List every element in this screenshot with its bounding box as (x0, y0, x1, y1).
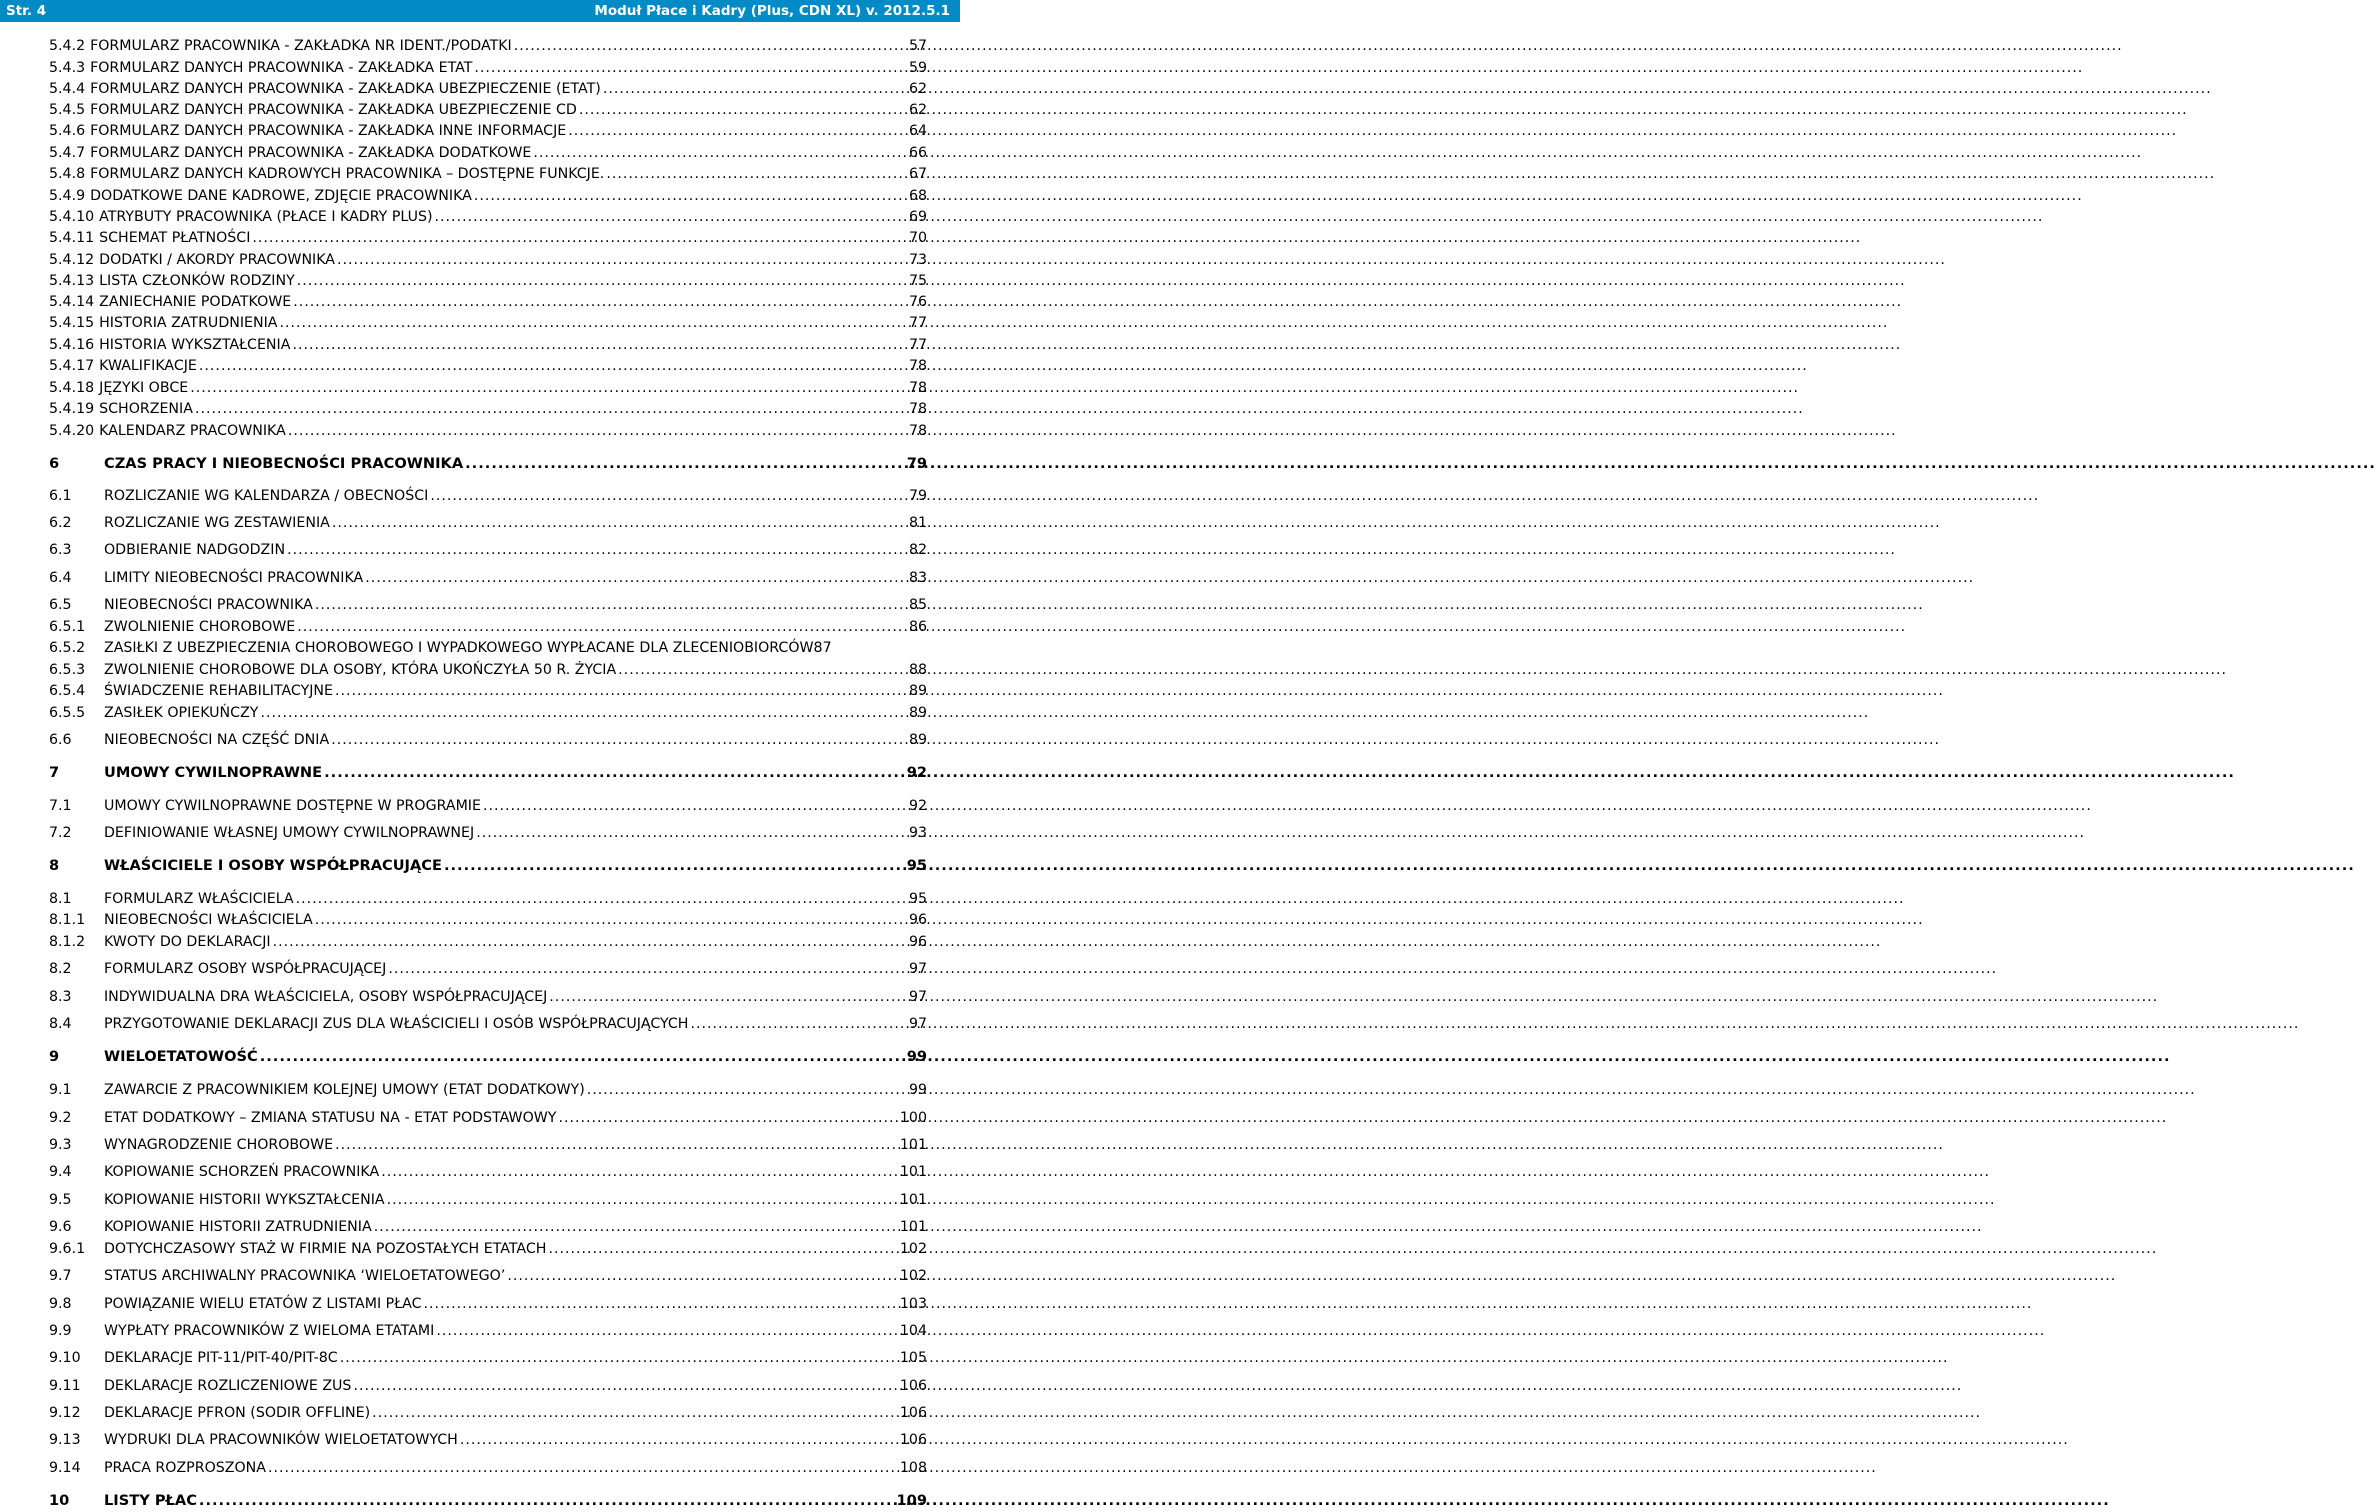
toc-dot-leader (533, 143, 907, 163)
toc-entry-title: ZWOLNIENIE CHOROBOWE (104, 619, 296, 635)
toc-entry-title: KOPIOWANIE HISTORII ZATRUDNIENIA (104, 1219, 372, 1235)
toc-entry[interactable] (49, 1294, 927, 1314)
toc-entry-title: FORMULARZ OSOBY WSPÓŁPRACUJĄCEJ (104, 961, 387, 977)
toc-entry-page: 93 (908, 825, 927, 841)
toc-entry-title: WYNAGRODZENIE CHOROBOWE (104, 1137, 334, 1153)
toc-entry-number: 5.4.10 (49, 209, 95, 225)
document-title: Moduł Płace i Kadry (Plus, CDN XL) v. 2012.5.1 (594, 3, 950, 19)
toc-entry-title: ŚWIADCZENIE REHABILITACYJNE (104, 683, 334, 699)
toc-entry-title: STATUS ARCHIWALNY PRACOWNIKA ‘WIELOETATOWEGO’ (104, 1268, 506, 1284)
toc-entry-number: 5.4.2 (49, 38, 86, 54)
toc-entry[interactable] (49, 1135, 927, 1155)
toc-entry[interactable] (49, 703, 927, 723)
toc-entry-page: 89 (908, 732, 927, 748)
toc-dot-leader (324, 763, 905, 783)
toc-dot-leader (436, 1321, 898, 1341)
toc-entry-number: 8.4 (49, 1016, 72, 1032)
toc-entry-number: 9.6 (49, 1219, 72, 1235)
toc-entry-title: KALENDARZ PRACOWNIKA (99, 423, 286, 439)
toc-dot-leader (690, 1014, 906, 1034)
toc-dot-leader (507, 1266, 898, 1286)
toc-entry-page: 109 (896, 1492, 927, 1509)
toc-entry-number: 9.4 (49, 1164, 72, 1180)
toc-entry-number: 9.5 (49, 1192, 72, 1208)
toc-entry[interactable] (49, 1403, 927, 1423)
toc-entry-title: WYPŁATY PRACOWNIKÓW Z WIELOMA ETATAMI (104, 1323, 435, 1339)
toc-dot-leader (260, 703, 906, 723)
toc-entry[interactable] (49, 987, 927, 1007)
toc-entry[interactable] (49, 454, 927, 474)
toc-entry-page: 95 (906, 857, 927, 874)
toc-entry-number: 5.4.9 (49, 188, 86, 204)
toc-entry-title: CZAS PRACY I NIEOBECNOŚCI PRACOWNIKA (104, 455, 464, 472)
toc-dot-leader (190, 378, 907, 398)
toc-entry-title: DEKLARACJE PFRON (SODIR OFFLINE) (104, 1405, 371, 1421)
toc-entry-number: 6.5.5 (49, 705, 86, 721)
toc-entry-number: 9.9 (49, 1323, 72, 1339)
toc-dot-leader (195, 399, 907, 419)
toc-entry-title: ZANIECHANIE PODATKOWE (99, 294, 292, 310)
toc-entry-number: 9.11 (49, 1378, 81, 1394)
toc-entry-page: 83 (908, 570, 927, 586)
toc-entry[interactable] (49, 421, 927, 441)
toc-dot-leader (465, 454, 905, 474)
toc-dot-leader (444, 856, 905, 876)
toc-entry-page: 79 (906, 455, 927, 472)
toc-entry[interactable] (49, 889, 927, 909)
toc-entry-page: 101 (899, 1137, 927, 1153)
toc-entry-number: 8.2 (49, 961, 72, 977)
toc-entry-page: 67 (908, 166, 927, 182)
toc-entry-title: NIEOBECNOŚCI PRACOWNIKA (104, 597, 313, 613)
toc-entry-number: 5.4.14 (49, 294, 95, 310)
toc-entry-number: 5.4.20 (49, 423, 95, 439)
toc-entry-title: DODATKI / AKORDY PRACOWNIKA (99, 252, 335, 268)
toc-entry[interactable] (49, 79, 927, 99)
toc-entry[interactable] (49, 1348, 927, 1368)
toc-entry-page: 78 (908, 380, 927, 396)
toc-entry-page: 92 (908, 798, 927, 814)
toc-dot-leader (381, 1162, 898, 1182)
toc-entry[interactable] (49, 513, 927, 533)
toc-entry-page: 106 (899, 1432, 927, 1448)
toc-entry-number: 7.1 (49, 798, 72, 814)
toc-dot-leader (260, 1047, 905, 1067)
toc-entry-title: WIELOETATOWOŚĆ (104, 1048, 258, 1065)
toc-dot-leader (483, 796, 907, 816)
toc-dot-leader (268, 1458, 898, 1478)
toc-entry[interactable] (49, 335, 927, 355)
toc-entry-page: 106 (899, 1378, 927, 1394)
toc-dot-leader (388, 959, 907, 979)
toc-entry[interactable] (49, 100, 927, 120)
toc-dot-leader (252, 228, 907, 248)
toc-entry[interactable] (49, 1458, 927, 1478)
toc-entry-number: 5.4.5 (49, 102, 86, 118)
toc-entry-number: 6.5.1 (49, 619, 86, 635)
toc-entry[interactable] (49, 1491, 927, 1511)
toc-entry[interactable] (49, 660, 927, 680)
toc-dot-leader (293, 292, 907, 312)
toc-entry[interactable] (49, 932, 927, 952)
toc-dot-leader (273, 932, 907, 952)
toc-entry-page: 59 (908, 60, 927, 76)
toc-entry-page: 108 (899, 1460, 927, 1476)
toc-entry-number: 9.3 (49, 1137, 72, 1153)
toc-entry-number: 9.6.1 (49, 1241, 86, 1257)
toc-entry[interactable] (49, 207, 927, 227)
toc-entry[interactable] (49, 910, 927, 930)
toc-entry-number: 5.4.18 (49, 380, 95, 396)
toc-dot-leader (579, 100, 907, 120)
toc-entry-number: 6.5.2 (49, 640, 86, 656)
toc-dot-leader (460, 1430, 898, 1450)
toc-entry[interactable] (49, 356, 927, 376)
toc-entry-page: 78 (908, 401, 927, 417)
toc-entry[interactable] (49, 540, 927, 560)
toc-entry-page: 89 (908, 705, 927, 721)
toc-dot-leader (335, 1135, 898, 1155)
toc-entry[interactable] (49, 1162, 927, 1182)
toc-entry-page: 75 (908, 273, 927, 289)
toc-entry[interactable] (49, 730, 927, 750)
toc-entry[interactable] (49, 378, 927, 398)
toc-entry-number: 5.4.17 (49, 358, 95, 374)
toc-entry-title: WŁAŚCICIELE I OSOBY WSPÓŁPRACUJĄCE (104, 857, 442, 874)
toc-entry-title: KWALIFIKACJE (99, 358, 197, 374)
toc-dot-leader (387, 1190, 898, 1210)
toc-entry[interactable] (49, 228, 927, 248)
toc-entry-number: 5.4.13 (49, 273, 95, 289)
toc-entry-page: 79 (908, 488, 927, 504)
toc-entry-title: DEKLARACJE ROZLICZENIOWE ZUS (104, 1378, 352, 1394)
toc-entry-number: 5.4.3 (49, 60, 86, 76)
toc-dot-leader (353, 1376, 897, 1396)
toc-entry-number: 5.4.8 (49, 166, 86, 182)
toc-dot-leader (430, 486, 907, 506)
toc-entry-title: POWIĄZANIE WIELU ETATÓW Z LISTAMI PŁAC (104, 1296, 422, 1312)
toc-entry-page: 62 (908, 102, 927, 118)
toc-dot-leader (424, 1294, 898, 1314)
toc-entry-page: 99 (906, 1048, 927, 1065)
toc-entry-title: DEKLARACJE PIT-11/PIT-40/PIT-8C (104, 1350, 338, 1366)
toc-entry-page: 92 (906, 764, 927, 781)
toc-entry-title: WYDRUKI DLA PRACOWNIKÓW WIELOETATOWYCH (104, 1432, 458, 1448)
toc-entry-number: 9.14 (49, 1460, 81, 1476)
toc-entry[interactable] (49, 1430, 927, 1450)
toc-entry[interactable] (49, 1376, 927, 1396)
toc-entry-title: PRZYGOTOWANIE DEKLARACJI ZUS DLA WŁAŚCICIELI I OSÓB WSPÓŁPRACUJĄCYCH (104, 1016, 689, 1032)
toc-entry-title: FORMULARZ DANYCH PRACOWNIKA - ZAKŁADKA UBEZPIECZENIE (ETAT) (90, 81, 601, 97)
page-number: Str. 4 (6, 3, 47, 19)
toc-dot-leader (199, 356, 907, 376)
toc-entry[interactable] (49, 399, 927, 419)
toc-entry-number: 9.12 (49, 1405, 81, 1421)
toc-entry-title: ATRYBUTY PRACOWNIKA (PŁACE I KADRY PLUS) (99, 209, 433, 225)
toc-dot-leader (603, 79, 907, 99)
toc-entry-number: 8.1 (49, 891, 72, 907)
toc-dot-leader (549, 987, 907, 1007)
toc-dot-leader (287, 540, 907, 560)
toc-entry-page: 77 (908, 337, 927, 353)
toc-entry-page: 101 (899, 1164, 927, 1180)
toc-entry-page: 104 (899, 1323, 927, 1339)
toc-dot-leader (606, 164, 907, 184)
toc-entry[interactable] (49, 796, 927, 816)
toc-entry-page: 95 (908, 891, 927, 907)
toc-entry-number: 6.2 (49, 515, 72, 531)
toc-entry-title: SCHORZENIA (99, 401, 193, 417)
toc-entry-page: 69 (908, 209, 927, 225)
toc-dot-leader (474, 58, 907, 78)
toc-entry-page: 73 (908, 252, 927, 268)
toc-entry-title: NIEOBECNOŚCI WŁAŚCICIELA (104, 912, 313, 928)
toc-dot-leader (337, 250, 907, 270)
toc-dot-leader (297, 617, 907, 637)
toc-dot-leader (288, 421, 907, 441)
toc-entry[interactable] (49, 1047, 927, 1067)
toc-dot-leader (297, 271, 907, 291)
toc-entry[interactable] (49, 486, 927, 506)
toc-entry-title: LIMITY NIEOBECNOŚCI PRACOWNIKA (104, 570, 364, 586)
toc-entry-title: FORMULARZ DANYCH PRACOWNIKA - ZAKŁADKA DODATKOWE (90, 145, 532, 161)
toc-entry-page: 100 (899, 1110, 927, 1126)
toc-entry-title: FORMULARZ WŁAŚCICIELA (104, 891, 294, 907)
toc-dot-leader (374, 1217, 898, 1237)
toc-entry-number: 9 (49, 1048, 60, 1065)
toc-entry-page: 78 (908, 423, 927, 439)
toc-entry-page: 89 (908, 683, 927, 699)
toc-entry-number: 9.10 (49, 1350, 81, 1366)
toc-entry-title: ROZLICZANIE WG ZESTAWIENIA (104, 515, 330, 531)
toc-entry-page: 70 (908, 230, 927, 246)
toc-entry[interactable] (49, 1217, 927, 1237)
toc-entry-page: 87 (813, 640, 832, 656)
toc-entry-number: 5.4.4 (49, 81, 86, 97)
toc-entry-number: 7 (49, 764, 60, 781)
toc-dot-leader (476, 823, 907, 843)
toc-entry-number: 8.1.1 (49, 912, 86, 928)
toc-entry-page: 77 (908, 315, 927, 331)
toc-entry-title: ETAT DODATKOWY – ZMIANA STATUSU NA - ETAT PODSTAWOWY (104, 1110, 557, 1126)
toc-entry-title: KOPIOWANIE HISTORII WYKSZTAŁCENIA (104, 1192, 385, 1208)
toc-dot-leader (435, 207, 907, 227)
toc-entry-title: KOPIOWANIE SCHORZEŃ PRACOWNIKA (104, 1164, 380, 1180)
toc-entry-page: 103 (899, 1296, 927, 1312)
toc-dot-leader (335, 681, 907, 701)
toc-entry-page: 97 (908, 989, 927, 1005)
toc-entry-page: 101 (899, 1192, 927, 1208)
toc-entry-number: 6.5 (49, 597, 72, 613)
toc-entry-page: 88 (908, 662, 927, 678)
toc-entry-title: ODBIERANIE NADGODZIN (104, 542, 286, 558)
toc-entry-title: FORMULARZ DANYCH PRACOWNIKA - ZAKŁADKA UBEZPIECZENIE CD (90, 102, 577, 118)
toc-entry[interactable] (49, 681, 927, 701)
toc-entry[interactable] (49, 271, 927, 291)
toc-entry-number: 5.4.16 (49, 337, 95, 353)
toc-entry-number: 5.4.11 (49, 230, 95, 246)
toc-entry-page: 105 (899, 1350, 927, 1366)
toc-entry-page: 66 (908, 145, 927, 161)
toc-dot-leader (296, 889, 907, 909)
toc-dot-leader (558, 1108, 897, 1128)
toc-entry-number: 8.1.2 (49, 934, 86, 950)
toc-entry-number: 8.3 (49, 989, 72, 1005)
toc-dot-leader (280, 313, 907, 333)
toc-entry-title: INDYWIDUALNA DRA WŁAŚCICIELA, OSOBY WSPÓŁPRACUJĄCEJ (104, 989, 548, 1005)
toc-entry-number: 9.1 (49, 1082, 72, 1098)
toc-entry-number: 6.4 (49, 570, 72, 586)
toc-entry-title: LISTA CZŁONKÓW RODZINY (99, 273, 295, 289)
toc-entry[interactable] (49, 1108, 927, 1128)
toc-entry[interactable] (49, 763, 927, 783)
toc-entry-title: PRACA ROZPROSZONA (104, 1460, 266, 1476)
toc-entry[interactable] (49, 186, 927, 206)
toc-entry-number: 5.4.19 (49, 401, 95, 417)
toc-entry-number: 9.13 (49, 1432, 81, 1448)
toc-entry-page: 99 (908, 1082, 927, 1098)
toc-entry[interactable] (49, 58, 927, 78)
toc-entry[interactable] (49, 292, 927, 312)
toc-entry-title: ZASIŁEK OPIEKUŃCZY (104, 705, 259, 721)
toc-entry-title: ROZLICZANIE WG KALENDARZA / OBECNOŚCI (104, 488, 429, 504)
toc-entry[interactable] (49, 823, 927, 843)
toc-entry-title: SCHEMAT PŁATNOŚCI (99, 230, 251, 246)
toc-entry-number: 8 (49, 857, 60, 874)
toc-entry-title: DEFINIOWANIE WŁASNEJ UMOWY CYWILNOPRAWNEJ (104, 825, 475, 841)
toc-entry-number: 5.4.12 (49, 252, 95, 268)
toc-entry-title: ZASIŁKI Z UBEZPIECZENIA CHOROBOWEGO I WYPADKOWEGO WYPŁACANE DLA ZLECENIOBIORCÓW (104, 640, 814, 656)
toc-entry-page: 101 (899, 1219, 927, 1235)
toc-entry-title: KWOTY DO DEKLARACJI (104, 934, 271, 950)
toc-entry-page: 82 (908, 542, 927, 558)
toc-entry-title: ZWOLNIENIE CHOROBOWE DLA OSOBY, KTÓRA UKOŃCZYŁA 50 R. ŻYCIA (104, 662, 617, 678)
toc-entry-title: UMOWY CYWILNOPRAWNE (104, 764, 323, 781)
toc-dot-leader (315, 910, 907, 930)
toc-entry-title: DOTYCHCZASOWY STAŻ W FIRMIE NA POZOSTAŁYCH ETATACH (104, 1241, 547, 1257)
toc-entry-title: ZAWARCIE Z PRACOWNIKIEM KOLEJNEJ UMOWY (ETAT DODATKOWY) (104, 1082, 585, 1098)
toc-entry-number: 7.2 (49, 825, 72, 841)
toc-entry[interactable] (49, 1239, 927, 1259)
table-of-contents (0, 0, 960, 1512)
toc-entry[interactable] (49, 143, 927, 163)
toc-entry-number: 9.8 (49, 1296, 72, 1312)
toc-entry-page: 102 (899, 1241, 927, 1257)
toc-dot-leader (548, 1239, 897, 1259)
toc-entry-page: 76 (908, 294, 927, 310)
toc-entry-page: 78 (908, 358, 927, 374)
toc-entry-number: 5.4.15 (49, 315, 95, 331)
toc-entry[interactable] (49, 617, 927, 637)
toc-entry[interactable] (49, 568, 927, 588)
toc-entry-title: FORMULARZ DANYCH PRACOWNIKA - ZAKŁADKA ETAT (90, 60, 473, 76)
toc-entry-title: UMOWY CYWILNOPRAWNE DOSTĘPNE W PROGRAMIE (104, 798, 481, 814)
toc-entry-title: DODATKOWE DANE KADROWE, ZDJĘCIE PRACOWNIKA (90, 188, 472, 204)
toc-entry-page: 97 (908, 961, 927, 977)
toc-entry-number: 6.5.3 (49, 662, 86, 678)
toc-entry-title: HISTORIA WYKSZTAŁCENIA (99, 337, 291, 353)
toc-entry[interactable] (49, 856, 927, 876)
toc-entry-number: 6 (49, 455, 60, 472)
toc-entry-title: FORMULARZ DANYCH KADROWYCH PRACOWNIKA – DOSTĘPNE FUNKCJE. (90, 166, 605, 182)
toc-entry[interactable] (49, 164, 927, 184)
toc-entry-page: 102 (899, 1268, 927, 1284)
toc-entry-page: 97 (908, 1016, 927, 1032)
toc-entry-page: 96 (908, 912, 927, 928)
toc-entry[interactable] (49, 1321, 927, 1341)
toc-entry-title: JĘZYKI OBCE (99, 380, 189, 396)
toc-entry[interactable] (49, 250, 927, 270)
toc-entry-page: 64 (908, 123, 927, 139)
toc-dot-leader (587, 1080, 907, 1100)
toc-entry-number: 9.7 (49, 1268, 72, 1284)
toc-entry-title: NIEOBECNOŚCI NA CZĘŚĆ DNIA (104, 732, 330, 748)
toc-entry-page: 85 (908, 597, 927, 613)
toc-entry[interactable] (49, 36, 927, 56)
toc-entry-title: FORMULARZ DANYCH PRACOWNIKA - ZAKŁADKA INNE INFORMACJE (90, 123, 567, 139)
toc-entry-number: 5.4.6 (49, 123, 86, 139)
toc-entry[interactable] (49, 1266, 927, 1286)
toc-entry[interactable] (49, 638, 927, 658)
toc-entry[interactable] (49, 1014, 927, 1034)
toc-entry-page: 86 (908, 619, 927, 635)
toc-entry-number: 6.5.4 (49, 683, 86, 699)
toc-entry-title: HISTORIA ZATRUDNIENIA (99, 315, 278, 331)
toc-dot-leader (372, 1403, 898, 1423)
toc-entry[interactable] (49, 959, 927, 979)
toc-entry[interactable] (49, 1190, 927, 1210)
toc-entry-page: 68 (908, 188, 927, 204)
toc-dot-leader (340, 1348, 898, 1368)
toc-entry-page: 57 (908, 38, 927, 54)
toc-dot-leader (618, 660, 907, 680)
toc-entry-title: LISTY PŁAC (104, 1492, 197, 1509)
toc-dot-leader (365, 568, 907, 588)
toc-entry-title: FORMULARZ PRACOWNIKA - ZAKŁADKA NR IDENT./PODATKI (90, 38, 512, 54)
toc-dot-leader (331, 730, 907, 750)
toc-dot-leader (514, 36, 907, 56)
toc-dot-leader (292, 335, 907, 355)
toc-entry[interactable] (49, 1080, 927, 1100)
toc-entry-number: 10 (49, 1492, 70, 1509)
toc-entry-number: 6.3 (49, 542, 72, 558)
toc-entry-number: 6.1 (49, 488, 72, 504)
toc-entry-page: 96 (908, 934, 927, 950)
toc-dot-leader (332, 513, 907, 533)
toc-entry-number: 5.4.7 (49, 145, 86, 161)
toc-entry-number: 6.6 (49, 732, 72, 748)
toc-entry-page: 81 (908, 515, 927, 531)
toc-entry[interactable] (49, 595, 927, 615)
toc-entry-page: 62 (908, 81, 927, 97)
toc-dot-leader (568, 121, 907, 141)
toc-entry[interactable] (49, 313, 927, 333)
toc-entry-page: 106 (899, 1405, 927, 1421)
toc-entry[interactable] (49, 121, 927, 141)
toc-dot-leader (199, 1491, 895, 1511)
toc-entry-number: 9.2 (49, 1110, 72, 1126)
toc-dot-leader (474, 186, 907, 206)
toc-dot-leader (315, 595, 907, 615)
